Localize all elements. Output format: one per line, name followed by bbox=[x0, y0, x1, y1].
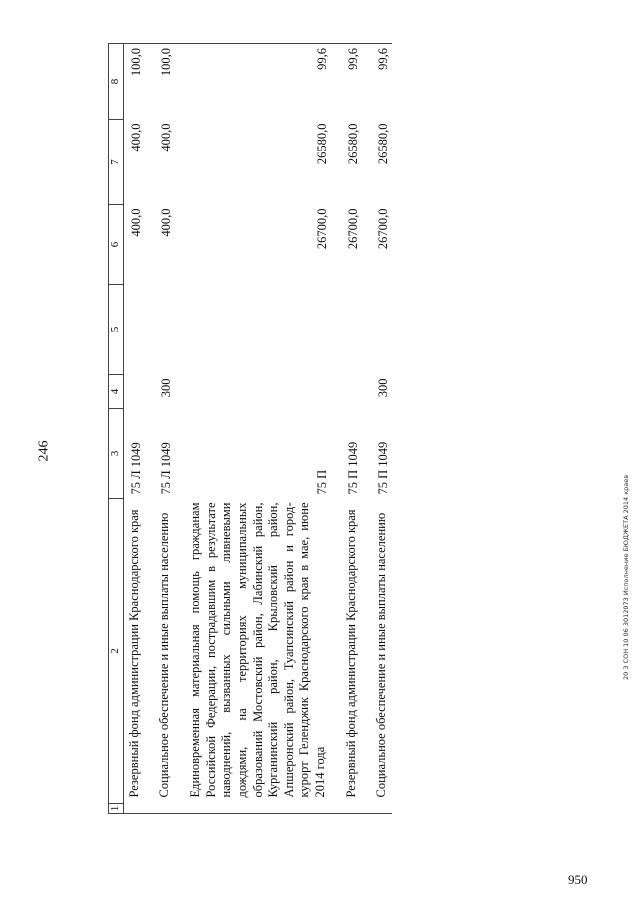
row-percent: 99,6 bbox=[185, 44, 331, 120]
row-plan: 26700,0 bbox=[345, 208, 360, 250]
row-description: Резервный фонд администрации Краснодарского края bbox=[126, 509, 141, 798]
table-row bbox=[341, 44, 362, 814]
header-col-2: 2 bbox=[109, 499, 124, 804]
row-actual: 400,0 bbox=[159, 123, 174, 152]
header-col-1: 1 bbox=[109, 804, 124, 814]
row-actual: 26580,0 bbox=[315, 123, 329, 165]
row-col5 bbox=[154, 285, 175, 375]
table-row bbox=[185, 44, 331, 814]
row-description: Резервный фонд администрации Краснодарского края bbox=[343, 509, 358, 798]
row-type-code: 300 bbox=[376, 378, 391, 398]
row-actual: 26580,0 bbox=[345, 123, 360, 165]
row-plan: 26700,0 bbox=[376, 208, 391, 250]
row-code: 75 П bbox=[315, 469, 329, 495]
row-actual: 400,0 bbox=[128, 123, 143, 152]
row-plan: 400,0 bbox=[128, 208, 143, 237]
row-code: 75 Л 1049 bbox=[159, 442, 174, 495]
header-col-8: 8 bbox=[109, 44, 124, 120]
header-row bbox=[109, 44, 124, 814]
row-actual: 26580,0 bbox=[376, 123, 391, 165]
row-code: 75 П 1049 bbox=[376, 441, 391, 495]
row-code: 75 П 1049 bbox=[345, 441, 360, 495]
page-number: 246 bbox=[36, 440, 52, 462]
budget-table bbox=[108, 43, 392, 814]
row-description: Единовременная материальная помощь гражданам Российской Федерации, пострадавшим в результате наводнений, вызванных сильными ливневыми дождями, на территориях муниципальных образований Мостовский район, Лабинский район, Курганинский район, Крыловский район, Апшеронский район, Туапсинский район и город-курорт Геленджик Краснодарского края в мае, июне 2014 года bbox=[188, 502, 327, 798]
row-description: Социальное обеспечение и иные выплаты населению bbox=[157, 512, 172, 798]
table-row bbox=[123, 44, 144, 814]
row-col5 bbox=[123, 285, 144, 375]
header-col-7: 7 bbox=[109, 120, 124, 205]
table-row bbox=[154, 44, 175, 814]
page-stamp: 950 bbox=[568, 872, 588, 887]
row-percent: 100,0 bbox=[123, 44, 144, 120]
header-col-4: 4 bbox=[109, 375, 124, 409]
row-type-code bbox=[341, 375, 362, 409]
budget-table-region bbox=[108, 44, 518, 814]
row-type-code bbox=[185, 375, 331, 409]
row-type-code: 300 bbox=[159, 378, 174, 398]
row-col5 bbox=[341, 285, 362, 375]
header-col-6: 6 bbox=[109, 205, 124, 285]
header-col-3: 3 bbox=[109, 409, 124, 499]
table-row bbox=[371, 44, 392, 814]
row-col5 bbox=[185, 285, 331, 375]
row-type-code bbox=[123, 375, 144, 409]
row-plan: 400,0 bbox=[159, 208, 174, 237]
rotated-table-container bbox=[108, 44, 518, 814]
row-percent: 99,6 bbox=[341, 44, 362, 120]
row-plan: 26700,0 bbox=[315, 208, 329, 250]
header-col-5: 5 bbox=[109, 285, 124, 375]
footer-file-path: 20 3 СОН 10 06 3012073 Исполнение БЮДЖЕТА 2014 краев bbox=[622, 474, 630, 680]
row-code: 75 Л 1049 bbox=[128, 442, 143, 495]
row-percent: 99,6 bbox=[371, 44, 392, 120]
row-percent: 100,0 bbox=[154, 44, 175, 120]
row-description: Социальное обеспечение и иные выплаты населению bbox=[374, 512, 389, 798]
row-col5 bbox=[371, 285, 392, 375]
